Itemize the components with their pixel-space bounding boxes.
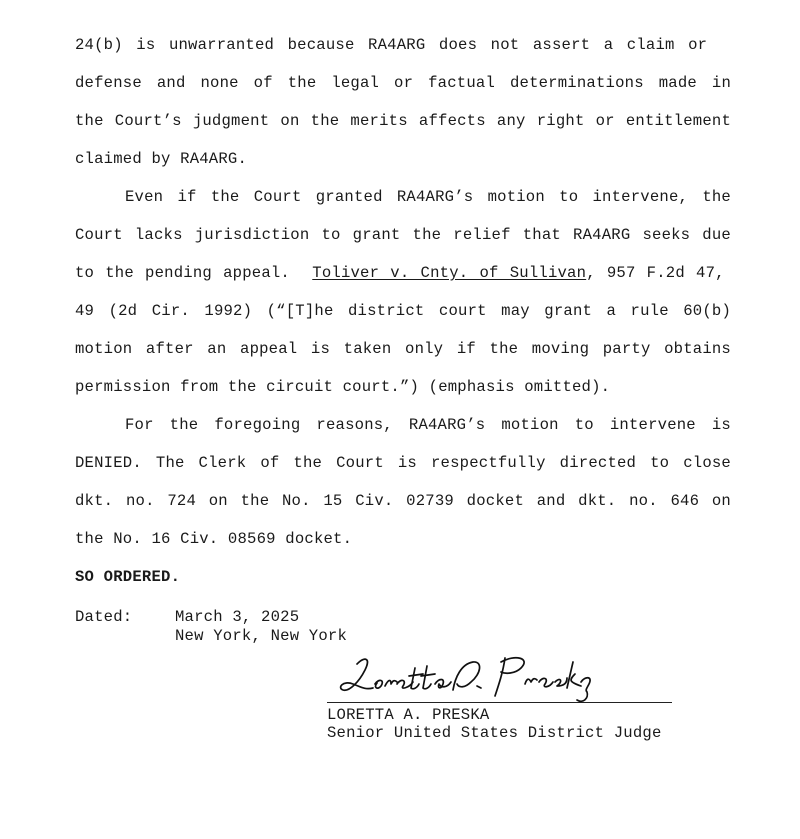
paragraph-line: 49 (2d Cir. 1992) (“[T]he district court may grant a rule 60(b) bbox=[75, 302, 731, 320]
paragraph-line bbox=[75, 263, 731, 283]
paragraph-line: the No. 16 Civ. 08569 docket. bbox=[75, 530, 353, 548]
paragraph-line: Court lacks jurisdiction to grant the relief that RA4ARG seeks due bbox=[75, 226, 731, 244]
paragraph-line bbox=[75, 35, 731, 55]
paragraph-line: For the foregoing reasons, RA4ARG’s motion to intervene is bbox=[125, 416, 731, 434]
case-citation: Toliver v. Cnty. of Sullivan bbox=[312, 264, 587, 282]
paragraph-line: DENIED. The Clerk of the Court is respectfully directed to close bbox=[75, 454, 731, 472]
so-ordered: SO ORDERED. bbox=[75, 568, 181, 586]
judge-name: LORETTA A. PRESKA bbox=[327, 706, 490, 724]
paragraph-line: dkt. no. 724 on the No. 15 Civ. 02739 docket and dkt. no. 646 on bbox=[75, 492, 731, 510]
paragraph-line: claimed by RA4ARG. bbox=[75, 150, 248, 168]
citation-reporter: , 957 F.2d 47, bbox=[586, 264, 725, 282]
signature-line bbox=[327, 702, 672, 703]
judge-title: Senior United States District Judge bbox=[327, 724, 662, 742]
paragraph-line: permission from the circuit court.”) (emphasis omitted). bbox=[75, 378, 611, 396]
paragraph-line: the Court’s judgment on the merits affects any right or entitlement bbox=[75, 112, 731, 130]
dated-date: March 3, 2025 bbox=[175, 608, 300, 626]
handwritten-signature bbox=[335, 648, 615, 708]
dated-label: Dated: bbox=[75, 608, 133, 626]
dated-place: New York, New York bbox=[175, 627, 348, 645]
text-fragment: to the pending appeal. bbox=[75, 264, 290, 282]
text-line: 24(b) is unwarranted because RA4ARG does not assert a claim or bbox=[75, 36, 708, 54]
paragraph-line: motion after an appeal is taken only if the moving party obtains bbox=[75, 340, 731, 358]
paragraph-line: defense and none of the legal or factual determinations made in bbox=[75, 74, 731, 92]
paragraph-line: Even if the Court granted RA4ARG’s motion to intervene, the bbox=[125, 188, 731, 206]
